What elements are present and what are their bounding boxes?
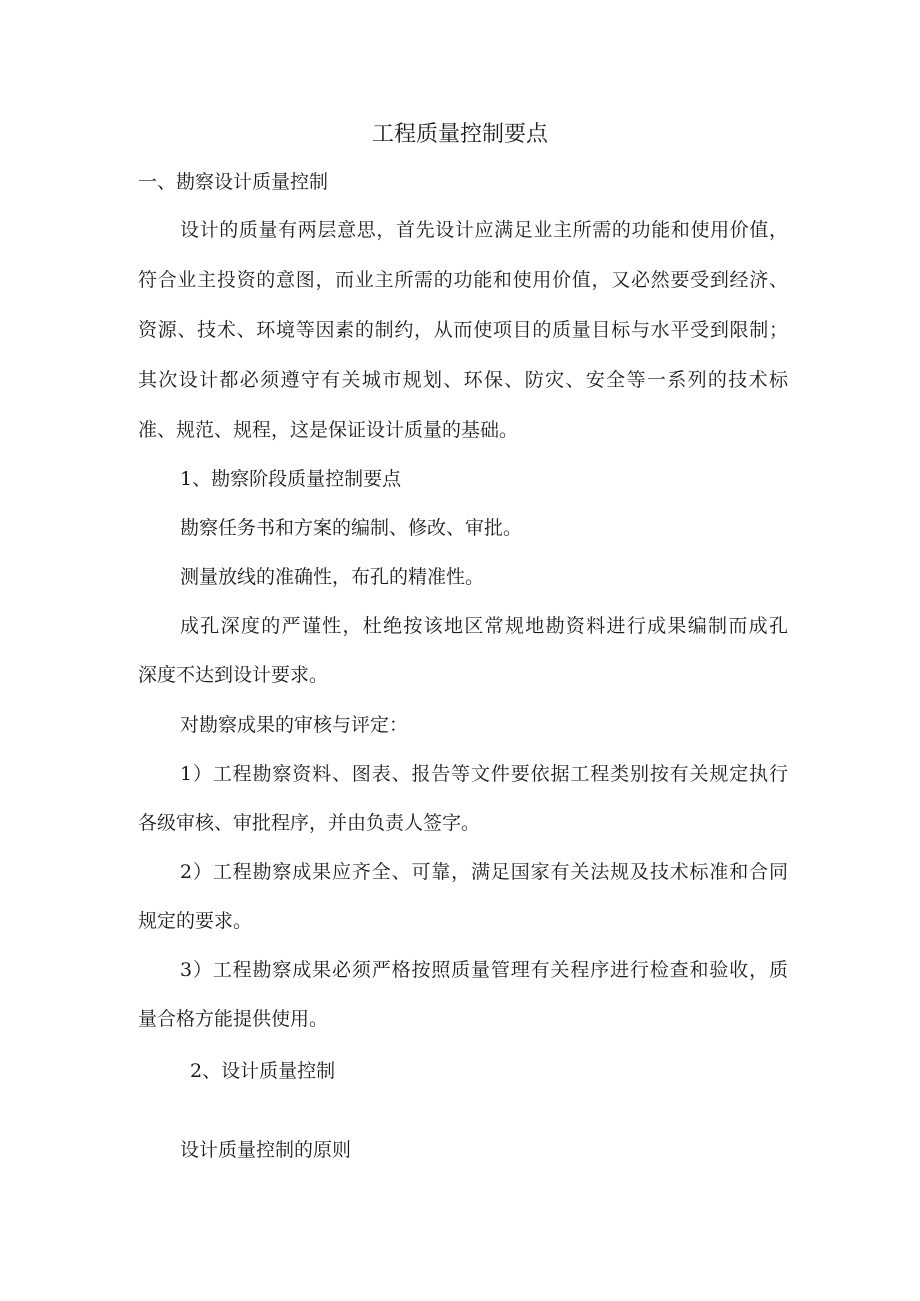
review-heading: 对勘察成果的审核与评定： (180, 714, 409, 736)
review-item: 2）工程勘察成果应齐全、可靠，满足国家有关法规及技术标准和合同 (180, 861, 788, 883)
paragraph-line: 准、规范、规程，这是保证设计质量的基础。 (138, 419, 519, 441)
paragraph-line: 其次设计都必须遵守有关城市规划、环保、防灾、安全等一系列的技术标 (138, 369, 788, 391)
review-item-continuation: 各级审核、审批程序，并由负责人签字。 (138, 812, 481, 834)
paragraph-line: 设计的质量有两层意思，首先设计应满足业主所需的功能和使用价值， (180, 219, 788, 241)
principle-heading: 设计质量控制的原则 (180, 1139, 352, 1161)
review-item-continuation: 规定的要求。 (138, 910, 253, 932)
list-item: 测量放线的准确性，布孔的精准性。 (180, 566, 485, 588)
review-item-continuation: 量合格方能提供使用。 (138, 1008, 329, 1030)
sub-heading-design-quality: 2、设计质量控制 (190, 1060, 336, 1082)
document-title: 工程质量控制要点 (371, 122, 548, 147)
sub-heading-survey-stage: 1、勘察阶段质量控制要点 (180, 468, 402, 490)
review-item: 3）工程勘察成果必须严格按照质量管理有关程序进行检查和验收，质 (180, 959, 788, 981)
paragraph-line: 符合业主投资的意图，而业主所需的功能和使用价值，又必然要受到经济、 (138, 269, 788, 291)
review-item: 1）工程勘察资料、图表、报告等文件要依据工程类别按有关规定执行 (180, 763, 788, 785)
list-item: 勘察任务书和方案的编制、修改、审批。 (180, 517, 523, 539)
list-item: 成孔深度的严谨性，杜绝按该地区常规地勘资料进行成果编制而成孔 (180, 615, 788, 637)
paragraph-line: 资源、技术、环境等因素的制约，从而使项目的质量目标与水平受到限制； (138, 319, 788, 341)
section-heading-survey-design: 一、勘察设计质量控制 (138, 171, 329, 193)
list-item-continuation: 深度不达到设计要求。 (138, 664, 329, 686)
